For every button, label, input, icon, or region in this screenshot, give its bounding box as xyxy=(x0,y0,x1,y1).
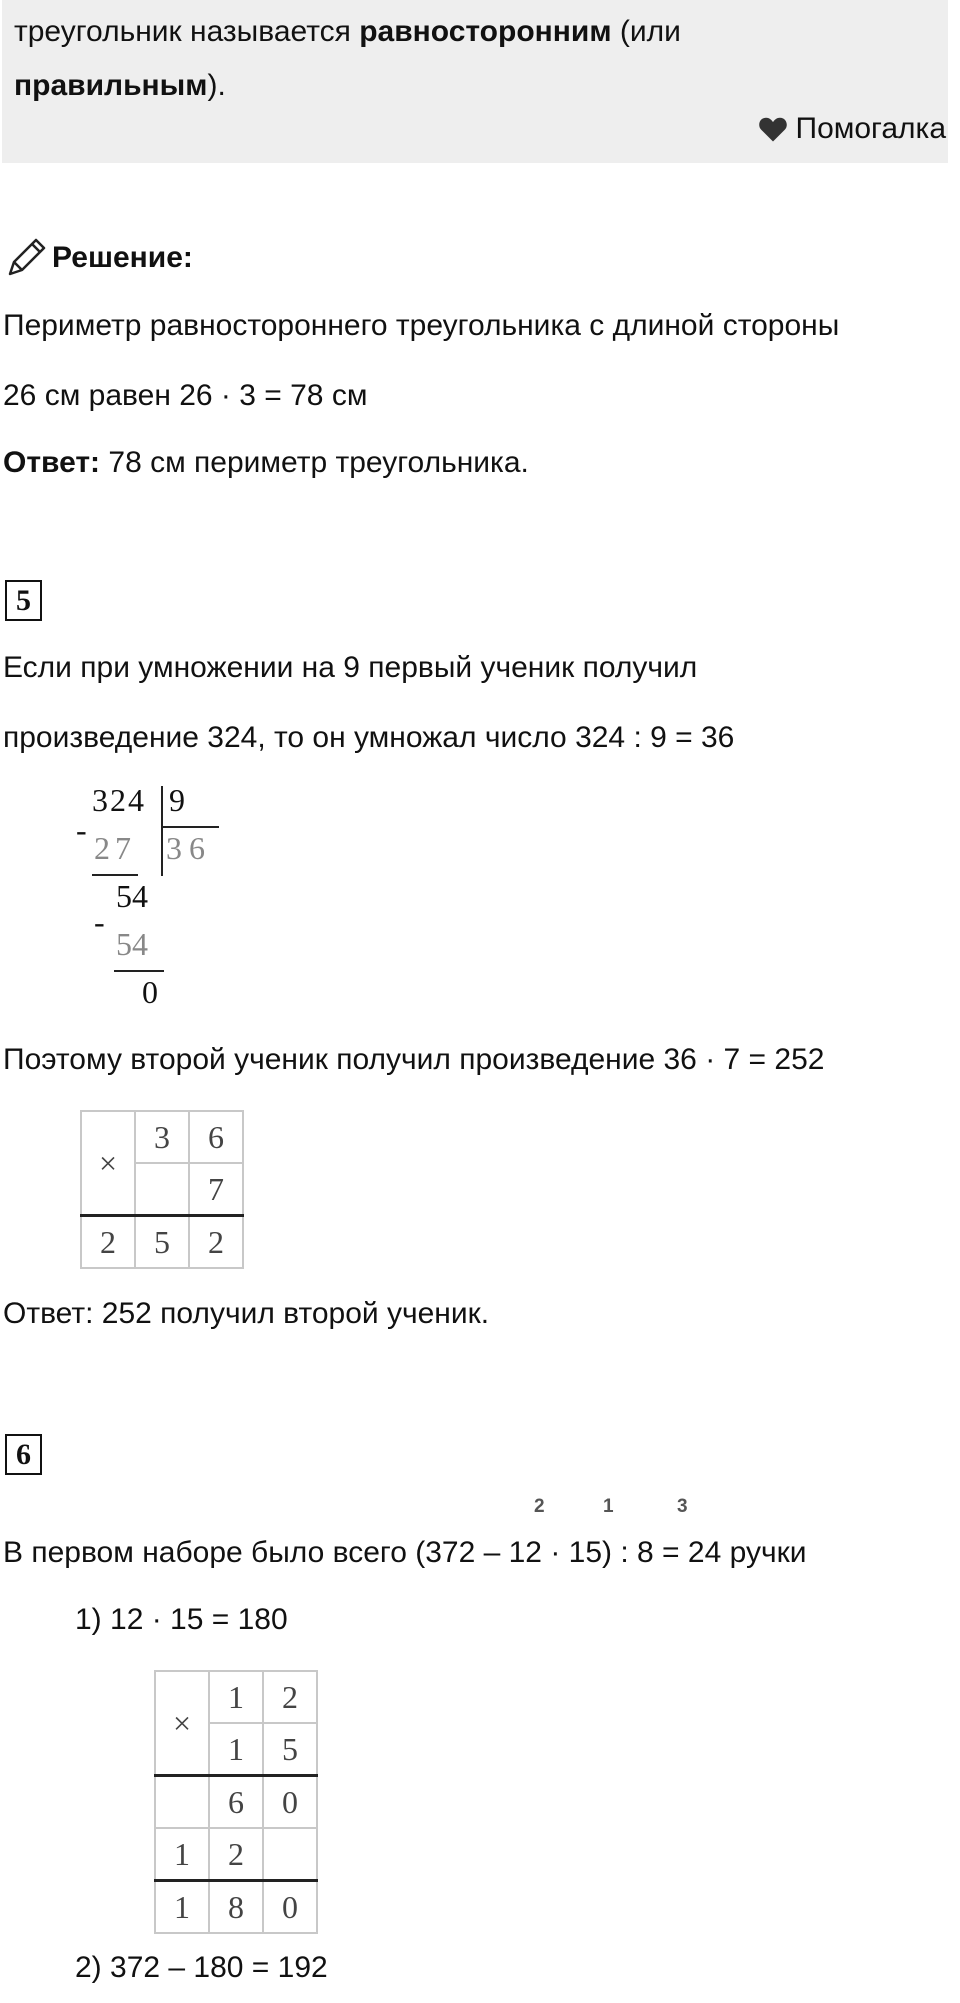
partial-digit: 0 xyxy=(263,1776,317,1829)
minus-sign: - xyxy=(76,812,87,848)
divisor: 9 xyxy=(169,782,185,818)
digit: 1 xyxy=(209,1671,263,1723)
task5-line-3: Поэтому второй ученик получил произведение 36 · 7 = 252 xyxy=(3,1043,825,1076)
order-mark: 2 xyxy=(534,1496,545,1517)
times-sign: × xyxy=(155,1671,209,1776)
order-mark: 3 xyxy=(677,1496,688,1517)
minus-sign: - xyxy=(94,904,105,940)
order-mark: 1 xyxy=(603,1496,614,1517)
partial-digit xyxy=(263,1828,317,1881)
task6-step-2: 2) 372 – 180 = 192 xyxy=(75,1951,328,1984)
partial-digit: 1 xyxy=(155,1828,209,1881)
task5-answer: Ответ: 252 получил второй ученик. xyxy=(3,1297,490,1330)
solution-answer: Ответ: 78 см периметр треугольника. xyxy=(3,446,529,479)
heart-icon xyxy=(758,115,788,143)
solution-line-2: 26 см равен 26 · 3 = 78 см xyxy=(3,379,368,412)
dividend: 324 xyxy=(92,782,146,818)
multiplication-table-12x15 xyxy=(154,1670,318,1934)
result-digit: 0 xyxy=(263,1881,317,1934)
solution-heading: Решение: xyxy=(52,241,193,274)
digit: 5 xyxy=(263,1723,317,1776)
times-sign: × xyxy=(81,1111,135,1216)
helper-label: Помогалка xyxy=(795,112,946,145)
multiplication-table-36x7 xyxy=(80,1110,244,1269)
task-number-6: 6 xyxy=(5,1434,42,1475)
task5-line-1: Если при умножении на 9 первый ученик получил xyxy=(3,651,698,684)
definition-line-2: правильным). xyxy=(14,69,226,102)
partial-digit: 6 xyxy=(209,1776,263,1829)
underline-2 xyxy=(114,970,164,972)
digit: 6 xyxy=(189,1111,243,1163)
division-bar-vertical xyxy=(161,786,163,876)
result-digit: 1 xyxy=(155,1881,209,1934)
partial-digit: 2 xyxy=(209,1828,263,1881)
result-digit: 5 xyxy=(135,1216,189,1269)
result-digit: 8 xyxy=(209,1881,263,1934)
underline-1 xyxy=(92,874,138,876)
digit: 1 xyxy=(209,1723,263,1776)
digit xyxy=(135,1163,189,1216)
task-number-5: 5 xyxy=(5,580,42,621)
task5-line-2: произведение 324, то он умножал число 324 : 9 = 36 xyxy=(3,721,735,754)
solution-line-1: Периметр равностороннего треугольника с длиной стороны xyxy=(3,309,840,342)
pencil-icon xyxy=(6,236,46,278)
division-bar-horizontal xyxy=(161,826,219,828)
task6-step-1: 1) 12 · 15 = 180 xyxy=(75,1603,288,1636)
helper-link[interactable] xyxy=(758,112,947,146)
remainder-1: 54 xyxy=(116,878,148,914)
partial-digit xyxy=(155,1776,209,1829)
subtrahend-2: 54 xyxy=(116,926,148,962)
result-digit: 2 xyxy=(81,1216,135,1269)
result-digit: 2 xyxy=(189,1216,243,1269)
task6-line-1: В первом наборе было всего (372 – 12 · 15) : 8 = 24 ручки xyxy=(3,1536,807,1569)
remainder-2: 0 xyxy=(142,974,158,1010)
digit: 3 xyxy=(135,1111,189,1163)
digit: 2 xyxy=(263,1671,317,1723)
subtrahend-1: 27 xyxy=(94,830,136,866)
digit: 7 xyxy=(189,1163,243,1216)
quotient: 36 xyxy=(166,830,212,866)
definition-line-1: треугольник называется равносторонним (или xyxy=(14,15,681,48)
